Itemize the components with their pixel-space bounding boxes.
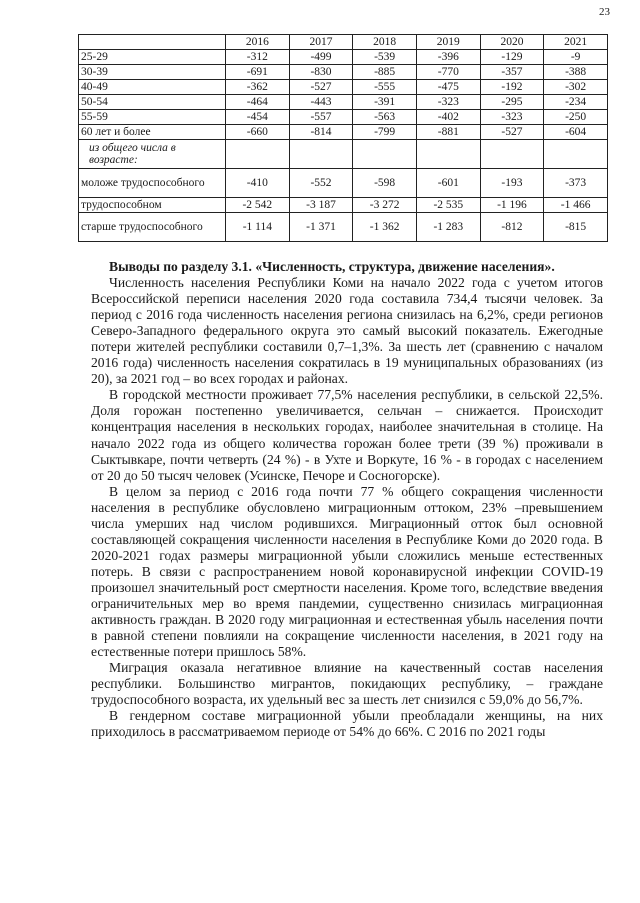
table-cell: -660 — [226, 125, 290, 140]
table-row — [79, 50, 608, 65]
paragraph: В целом за период с 2016 года почти 77 % общего сокращения численности населения в республике обусловлено миграционным оттоком, 23% –превышением числа умерших над числом родившихся. Миграционный отток был основной составляющей сокращения численности населения в Республике Коми до 2020 года. В 2020-2021 годах размеры миграционной убыли сложились меньше естественных потерь. В связи с распространением новой коронавирусной инфекции COVID-19 произошел значительный рост смертности населения. Кроме того, вследствие введения ограничительных мер во время пандемии, существенно снизилась миграционная активность граждан. В 2020 году миграционная и естественная убыль населения почти в равной степени повлияли на сокращение численности населения, в 2021 году на естественные потери пришлось 58%. — [91, 483, 603, 660]
table-cell: -799 — [353, 125, 417, 140]
table-cell: -604 — [544, 125, 608, 140]
header-year: 2020 — [480, 35, 544, 50]
table-row — [79, 198, 608, 213]
table-cell — [416, 140, 480, 169]
table-cell: -527 — [289, 80, 353, 95]
table-cell: -250 — [544, 110, 608, 125]
table-cell: -770 — [416, 65, 480, 80]
table-cell: -881 — [416, 125, 480, 140]
row-label: 30-39 — [79, 65, 226, 80]
row-label: 50-54 — [79, 95, 226, 110]
table-cell: -410 — [226, 169, 290, 198]
table-cell: -499 — [289, 50, 353, 65]
table-cell: -357 — [480, 65, 544, 80]
table-cell — [480, 140, 544, 169]
table-cell: -830 — [289, 65, 353, 80]
header-year: 2016 — [226, 35, 290, 50]
section-heading: Выводы по разделу 3.1. «Численность, структура, движение населения». — [109, 259, 555, 274]
table-row — [79, 95, 608, 110]
table-cell: -9 — [544, 50, 608, 65]
table-cell: -388 — [544, 65, 608, 80]
table-row — [79, 125, 608, 140]
table-cell: -1 196 — [480, 198, 544, 213]
table-cell: -691 — [226, 65, 290, 80]
table-cell: -402 — [416, 110, 480, 125]
table-cell: -598 — [353, 169, 417, 198]
table-cell: -464 — [226, 95, 290, 110]
migration-table — [78, 34, 608, 242]
table-cell: -555 — [353, 80, 417, 95]
table-cell: -1 114 — [226, 213, 290, 242]
table-cell: -373 — [544, 169, 608, 198]
table-cell: -1 371 — [289, 213, 353, 242]
table-cell: -1 283 — [416, 213, 480, 242]
table-cell: -396 — [416, 50, 480, 65]
table-cell: -885 — [353, 65, 417, 80]
table-cell: -3 272 — [353, 198, 417, 213]
table-cell: -2 535 — [416, 198, 480, 213]
row-label: 60 лет и более — [79, 125, 226, 140]
header-year: 2018 — [353, 35, 417, 50]
row-label: 40-49 — [79, 80, 226, 95]
row-label: 25-29 — [79, 50, 226, 65]
table-row — [79, 80, 608, 95]
table-cell: -454 — [226, 110, 290, 125]
table-cell: -1 466 — [544, 198, 608, 213]
table-cell: -2 542 — [226, 198, 290, 213]
table-subheader-row — [79, 140, 608, 169]
table-cell: -601 — [416, 169, 480, 198]
table-cell: -443 — [289, 95, 353, 110]
table-row — [79, 110, 608, 125]
table-cell: -814 — [289, 125, 353, 140]
table-cell: -193 — [480, 169, 544, 198]
table-cell: -312 — [226, 50, 290, 65]
table-cell: -539 — [353, 50, 417, 65]
paragraph: В гендерном составе миграционной убыли преобладали женщины, на них приходилось в рассматриваемом периоде от 54% до 66%. С 2016 по 2021 годы — [91, 708, 603, 740]
header-year: 2021 — [544, 35, 608, 50]
table-cell — [289, 140, 353, 169]
table-row — [79, 65, 608, 80]
table-header-row — [79, 35, 608, 50]
table-row — [79, 213, 608, 242]
paragraph: В городской местности проживает 77,5% населения республики, в сельской 22,5%. Доля горожан постепенно увеличивается, сельчан – снижается. Происходит концентрация населения в нескольких городах, наиболее значительная в столице. На начало 2022 года из общего количества горожан более трети (39 %) проживали в Сыктывкаре, почти четверть (24 %) - в Ухте и Воркуте, 16 % - в городах с населением от 20 до 50 тысяч человек (Усинске, Печоре и Сосногорске). — [91, 387, 603, 483]
table-cell: -3 187 — [289, 198, 353, 213]
page-number: 23 — [599, 6, 610, 18]
row-label: моложе трудоспособного — [79, 169, 226, 198]
table-cell: -129 — [480, 50, 544, 65]
table-cell: -552 — [289, 169, 353, 198]
header-empty-cell — [79, 35, 226, 50]
table-cell: -557 — [289, 110, 353, 125]
table-cell: -323 — [416, 95, 480, 110]
table-cell: -812 — [480, 213, 544, 242]
table-cell: -1 362 — [353, 213, 417, 242]
table-cell: -815 — [544, 213, 608, 242]
body-text — [91, 259, 603, 740]
table-cell: -295 — [480, 95, 544, 110]
header-year: 2017 — [289, 35, 353, 50]
table-cell: -323 — [480, 110, 544, 125]
table-cell: -234 — [544, 95, 608, 110]
table-row — [79, 169, 608, 198]
table-cell: -563 — [353, 110, 417, 125]
paragraph: Численность населения Республики Коми на начало 2022 года с учетом итогов Всероссийской переписи населения 2020 года составила 734,4 тысячи человек. За период с 2016 года численность населения региона снизилась на 6,2%, среди регионов Северо-Западного федерального округа это самый высокий показатель. Ежегодные потери жителей республики составили 0,7–1,3%. За шесть лет (сравнению с началом 2016 года) численность населения сократилась в 19 муниципальных образованиях (из 20), за 2021 год – во всех городах и районах. — [91, 275, 603, 387]
table-cell — [353, 140, 417, 169]
header-year: 2019 — [416, 35, 480, 50]
paragraph: Миграция оказала негативное влияние на качественный состав населения республики. Большинство мигрантов, покидающих республику, – граждане трудоспособного возраста, их удельный вес за шесть лет снизился с 59,0% до 56,7%. — [91, 660, 603, 708]
table-cell: -362 — [226, 80, 290, 95]
table-cell: -391 — [353, 95, 417, 110]
table-cell: -475 — [416, 80, 480, 95]
row-label: 55-59 — [79, 110, 226, 125]
table-cell: -192 — [480, 80, 544, 95]
table-cell: -302 — [544, 80, 608, 95]
row-label: старше трудоспособного — [79, 213, 226, 242]
table-subheader: из общего числа в возрасте: — [79, 140, 226, 169]
row-label: трудоспособном — [79, 198, 226, 213]
table-cell — [544, 140, 608, 169]
table-cell: -527 — [480, 125, 544, 140]
table-cell — [226, 140, 290, 169]
